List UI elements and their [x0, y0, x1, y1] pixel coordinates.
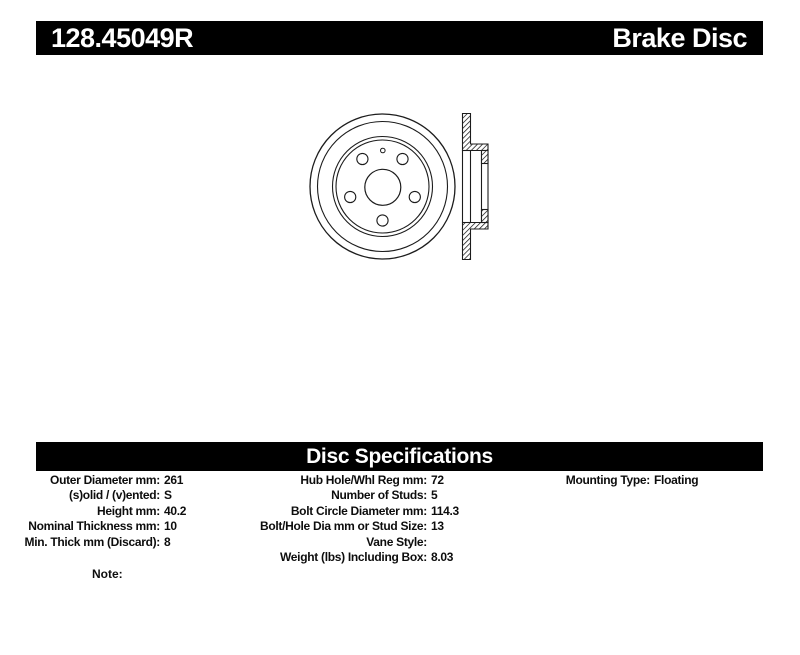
spec-row — [20, 504, 186, 519]
section-top-flange — [463, 114, 489, 151]
spec-value: 8.03 — [431, 550, 454, 565]
stud-holes — [345, 153, 421, 226]
spec-value: 13 — [431, 519, 444, 534]
spec-label: Bolt Circle Diameter mm: — [290, 503, 427, 518]
center-hub-hole — [365, 169, 401, 205]
outer-diameter-circle — [310, 114, 455, 259]
spec-row — [240, 535, 459, 550]
spec-label: Min. Thick mm (Discard): — [24, 534, 160, 549]
stud-hole — [345, 191, 356, 202]
spec-value: 261 — [164, 473, 184, 487]
pilot-hole-icon — [381, 148, 386, 153]
spec-section-bar — [36, 442, 763, 471]
spec-row — [240, 519, 459, 534]
braking-surface-circle — [318, 122, 448, 252]
spec-row — [20, 519, 186, 534]
brake-disc-front-view — [310, 114, 455, 259]
brake-disc-cross-section — [463, 114, 489, 260]
section-bottom-flange — [463, 223, 489, 260]
spec-value: 114.3 — [431, 503, 459, 518]
spec-value: 10 — [164, 519, 177, 534]
hat-ring-inner — [336, 140, 429, 233]
spec-value: S — [164, 488, 172, 503]
spec-row — [240, 488, 459, 503]
section-disc-web — [463, 151, 471, 223]
product-title: Brake Disc — [612, 23, 747, 53]
spec-column-middle — [240, 473, 459, 565]
spec-label: Mounting Type: — [565, 473, 650, 487]
hat-ring-outer — [333, 137, 433, 237]
spec-label: Outer Diameter mm: — [50, 473, 160, 487]
spec-section-title: Disc Specifications — [306, 445, 493, 468]
stud-hole — [357, 153, 368, 164]
section-hat-wall-hatch-bottom — [482, 210, 489, 223]
spec-row — [20, 535, 186, 550]
spec-value: Floating — [654, 473, 699, 487]
part-number: 128.45049R — [51, 23, 194, 53]
spec-column-right — [540, 473, 698, 488]
spec-value: 72 — [431, 473, 444, 487]
spec-row — [240, 550, 459, 565]
spec-value: 8 — [164, 534, 171, 549]
note-label: Note: — [92, 567, 123, 581]
stud-hole — [409, 191, 420, 202]
spec-row — [540, 473, 698, 488]
spec-label: Hub Hole/Whl Reg mm: — [300, 473, 427, 487]
spec-value: 40.2 — [164, 503, 187, 518]
spec-row — [20, 473, 186, 488]
spec-label: Weight (lbs) Including Box: — [280, 550, 427, 565]
spec-label: Number of Studs: — [331, 488, 427, 503]
spec-label: Vane Style: — [366, 534, 427, 549]
spec-row — [20, 488, 186, 503]
spec-value: 5 — [431, 488, 438, 503]
spec-row — [240, 504, 459, 519]
spec-label: Bolt/Hole Dia mm or Stud Size: — [259, 519, 427, 534]
spec-label: Height mm: — [96, 503, 160, 518]
spec-row — [240, 473, 459, 488]
stud-hole — [377, 215, 388, 226]
spec-column-left — [20, 473, 186, 550]
spec-label: Nominal Thickness mm: — [28, 519, 160, 534]
stud-hole — [397, 153, 408, 164]
section-hat-wall-hatch-top — [482, 151, 489, 164]
spec-label: (s)olid / (v)ented: — [69, 488, 160, 503]
